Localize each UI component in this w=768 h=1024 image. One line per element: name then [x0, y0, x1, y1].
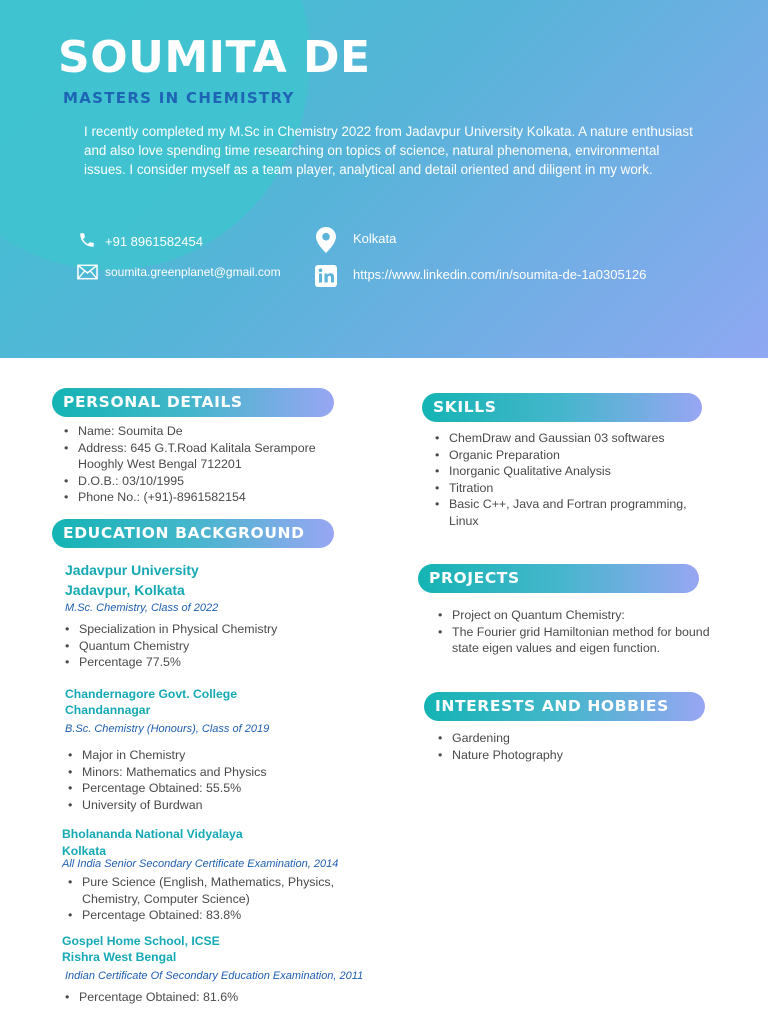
email-address[interactable]: soumita.greenplanet@gmail.com: [105, 265, 281, 279]
list-item: • D.O.B.: 03/10/1995: [62, 473, 332, 490]
list-item: • Basic C++, Java and Fortran programming, Linux: [433, 496, 703, 529]
list-item: • Project on Quantum Chemistry:: [436, 607, 711, 624]
projects-heading: PROJECTS: [418, 564, 699, 593]
institution-location: Chandannagar: [65, 703, 151, 717]
list-item: • Titration: [433, 480, 703, 497]
personal-details-list: [62, 423, 332, 506]
institution-location: Jadavpur, Kolkata: [65, 582, 185, 598]
job-title: MASTERS IN CHEMISTRY: [63, 89, 295, 107]
education-details-list: [63, 989, 343, 1006]
location-text: Kolkata: [353, 231, 397, 246]
list-item: • The Fourier grid Hamiltonian method for bound state eigen values and eigen function.: [436, 624, 711, 657]
list-item: • ChemDraw and Gaussian 03 softwares: [433, 430, 703, 447]
list-item: • Nature Photography: [436, 747, 706, 764]
education-details-list: [66, 874, 346, 924]
list-item: • Percentage Obtained: 83.8%: [66, 907, 346, 924]
profile-summary: I recently completed my M.Sc in Chemistry 2022 from Jadavpur University Kolkata. A nature enthusiast and also love spending time researching on topics of science, natural phenomena, environmental issues. I consider myself as a team player, analytical and detail oriented and diligent in my work.: [84, 124, 693, 178]
institution-location: Rishra West Bengal: [62, 950, 177, 964]
list-item: • Inorganic Qualitative Analysis: [433, 463, 703, 480]
institution-name: Jadavpur University: [65, 562, 199, 578]
list-item: • Specialization in Physical Chemistry: [63, 621, 333, 638]
skills-list: [433, 430, 703, 529]
list-item: • Percentage Obtained: 81.6%: [63, 989, 343, 1006]
linkedin-icon: [315, 265, 337, 287]
institution-name: Bholananda National Vidyalaya: [62, 827, 243, 841]
list-item: • Minors: Mathematics and Physics: [66, 764, 336, 781]
skills-heading: SKILLS: [422, 393, 702, 422]
phone-icon: [78, 230, 96, 250]
degree-title: All India Senior Secondary Certificate Examination, 2014: [62, 858, 339, 870]
education-heading: EDUCATION BACKGROUND: [52, 519, 334, 548]
list-item: • Percentage Obtained: 55.5%: [66, 780, 336, 797]
degree-title: Indian Certificate Of Secondary Education Examination, 2011: [65, 970, 364, 982]
education-details-list: [63, 621, 333, 671]
linkedin-url[interactable]: https://www.linkedin.com/in/soumita-de-1a0305126: [353, 267, 647, 282]
list-item: • Percentage 77.5%: [63, 654, 333, 671]
list-item: • Organic Preparation: [433, 447, 703, 464]
institution-location: Kolkata: [62, 844, 107, 858]
list-item: • Pure Science (English, Mathematics, Physics, Chemistry, Computer Science): [66, 874, 346, 907]
projects-list: [436, 607, 711, 657]
list-item: • Address: 645 G.T.Road Kalitala Serampore Hooghly West Bengal 712201: [62, 440, 332, 473]
list-item: • Gardening: [436, 730, 706, 747]
interests-list: [436, 730, 706, 763]
list-item: • Major in Chemistry: [66, 747, 336, 764]
education-details-list: [66, 747, 336, 813]
list-item: • University of Burdwan: [66, 797, 336, 814]
personal-details-heading: PERSONAL DETAILS: [52, 388, 334, 417]
degree-title: M.Sc. Chemistry, Class of 2022: [65, 602, 219, 614]
list-item: • Name: Soumita De: [62, 423, 332, 440]
list-item: • Phone No.: (+91)-8961582154: [62, 489, 332, 506]
institution-name: Chandernagore Govt. College: [65, 687, 238, 701]
degree-title: B.Sc. Chemistry (Honours), Class of 2019: [65, 723, 270, 735]
person-name: SOUMITA DE: [58, 32, 371, 83]
header-banner: [0, 0, 768, 358]
interests-heading: INTERESTS AND HOBBIES: [424, 692, 705, 721]
email-icon: [77, 264, 98, 280]
institution-name: Gospel Home School, ICSE: [62, 934, 220, 948]
phone-number[interactable]: +91 8961582454: [105, 234, 203, 249]
location-pin-icon: [316, 227, 336, 253]
list-item: • Quantum Chemistry: [63, 638, 333, 655]
